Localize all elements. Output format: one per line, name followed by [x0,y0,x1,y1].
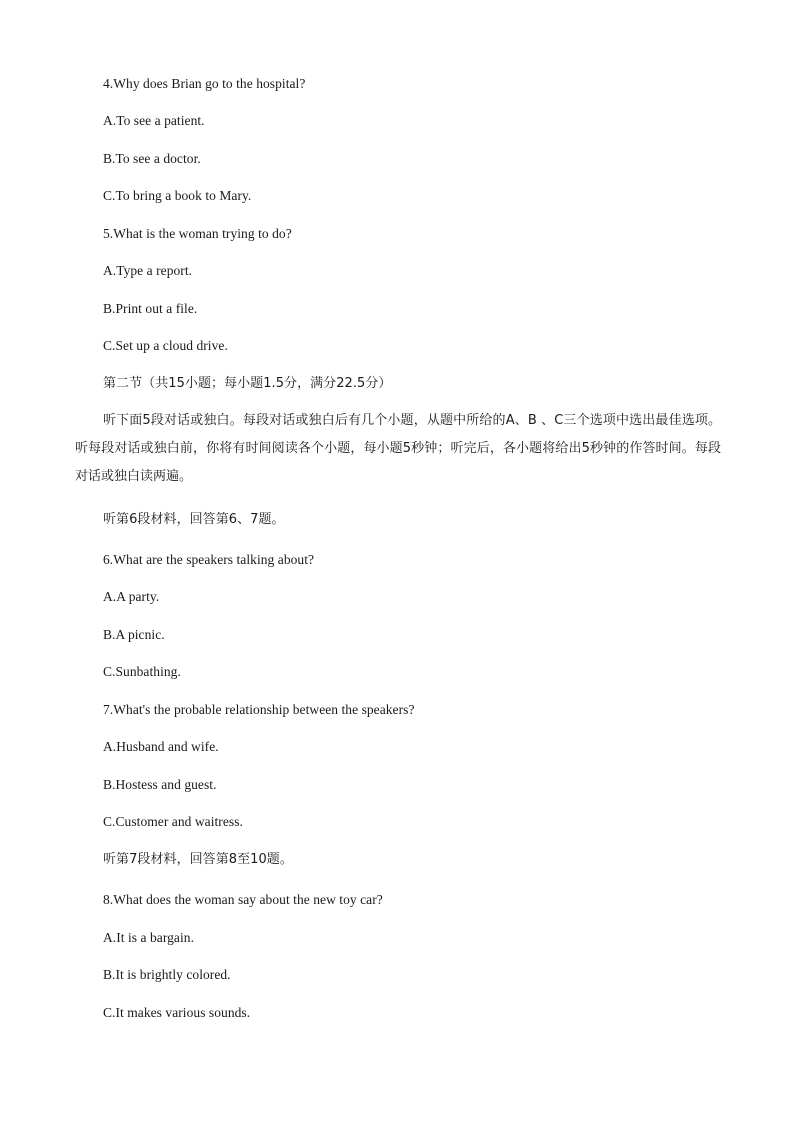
question-6: 6.What are the speakers talking about? [103,552,315,567]
option-4b: B.To see a doctor. [103,151,201,166]
option-7b: B.Hostess and guest. [103,777,217,792]
option-8c: C.It makes various sounds. [103,1005,251,1020]
question-7: 7.What's the probable relationship between the speakers? [103,702,415,717]
option-8b: B.It is brightly colored. [103,967,231,982]
option-6c: C.Sunbathing. [103,664,181,679]
option-7c: C.Customer and waitress. [103,814,243,829]
option-5b: B.Print out a file. [103,301,198,316]
option-4a: A.To see a patient. [103,113,205,128]
section-instructions: 听下面5段对话或独白。每段对话或独白后有几个小题，从题中所给的A、B 、C三个选项中选出最佳选项。听每段对话或独白前，你将有时间阅读各个小题，每小题5秒钟；听完后，各小题将给出5秒钟的作答时间。每段对话或独白读两遍。 [75,413,721,484]
material-6-heading: 听第6段材料，回答第6、7题。 [103,512,285,527]
material-7-heading: 听第7段材料，回答第8至10题。 [103,852,293,867]
option-6b: B.A picnic. [103,627,165,642]
question-5: 5.What is the woman trying to do? [103,226,292,241]
option-5c: C.Set up a cloud drive. [103,338,228,353]
question-4: 4.Why does Brian go to the hospital? [103,76,306,91]
option-8a: A.It is a bargain. [103,930,195,945]
section-heading: 第二节（共15小题；每小题1.5分，满分22.5分） [103,376,392,391]
option-5a: A.Type a report. [103,263,193,278]
option-6a: A.A party. [103,589,160,604]
option-7a: A.Husband and wife. [103,739,219,754]
question-8: 8.What does the woman say about the new toy car? [103,892,383,907]
option-4c: C.To bring a book to Mary. [103,188,252,203]
